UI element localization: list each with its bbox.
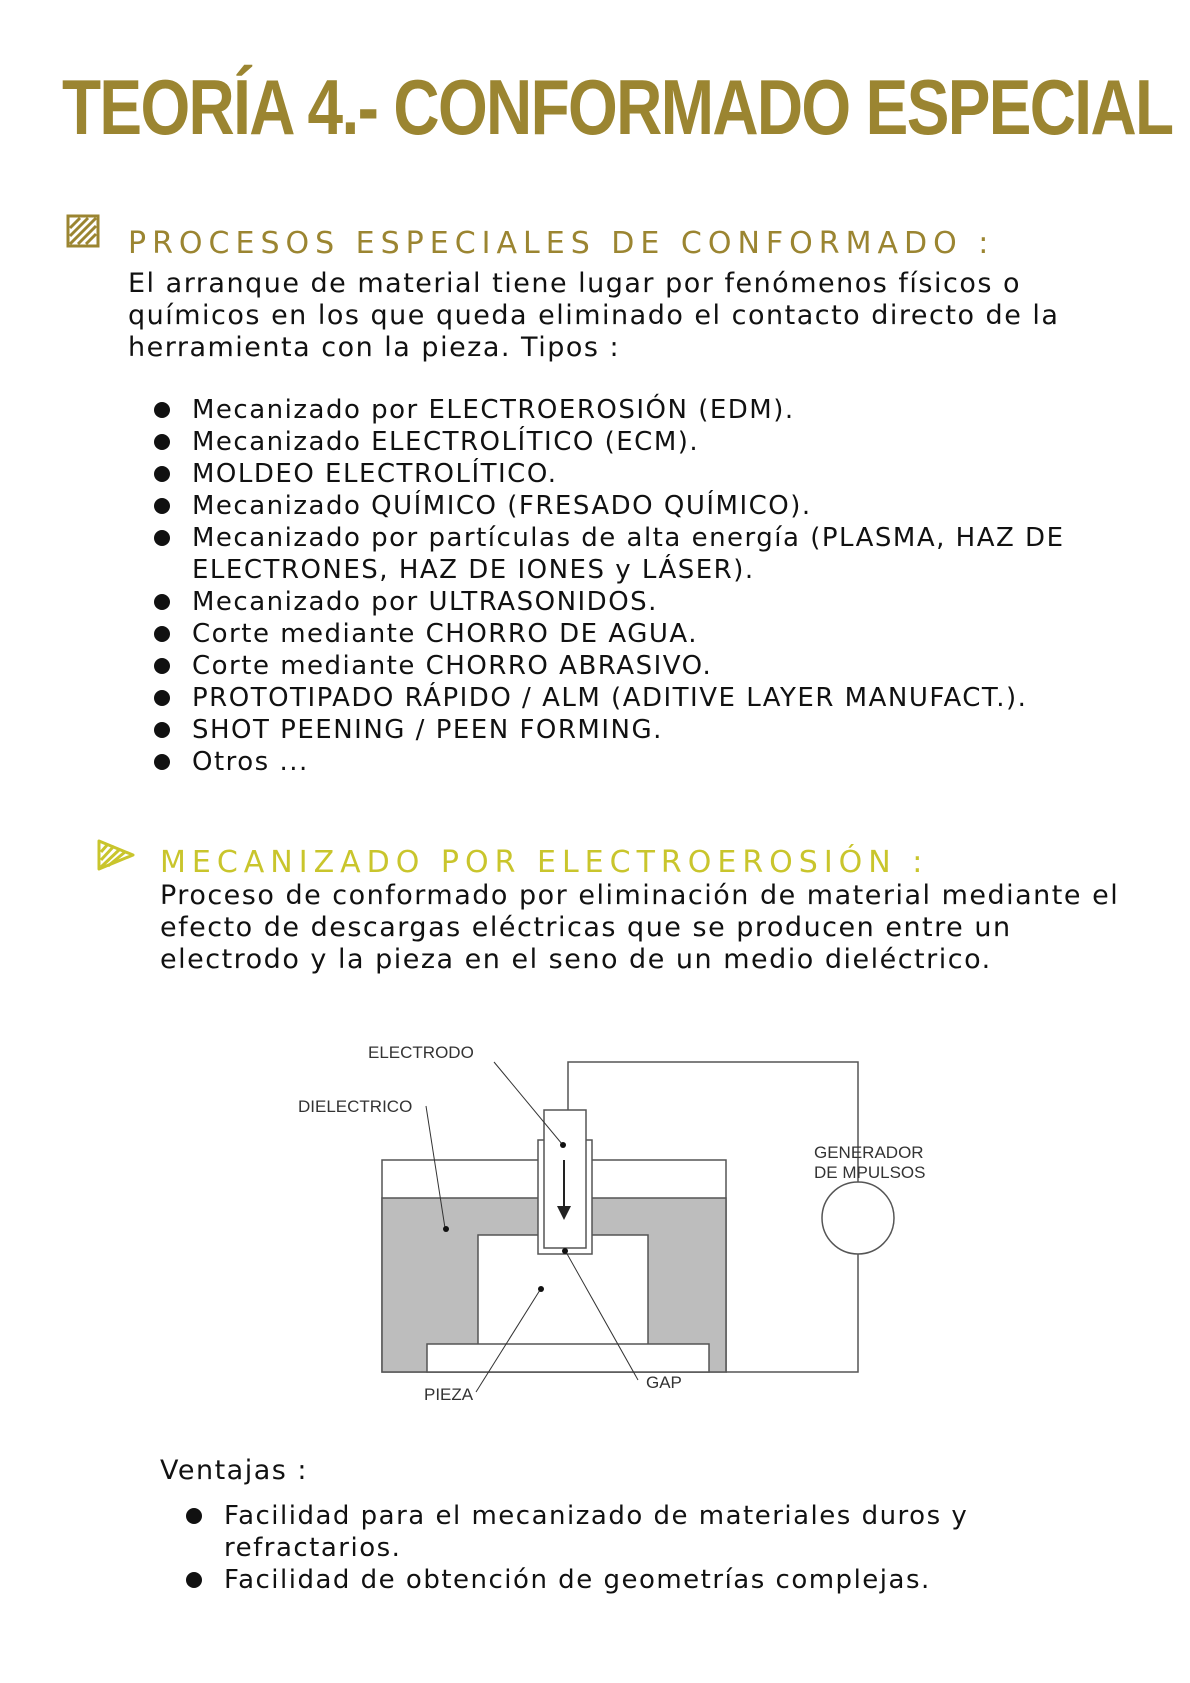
section-paragraph-electroerosion: Proceso de conformado por eliminación de material mediante el efecto de descargas eléctricas que se producen entre un electrodo y la pieza en el seno de un medio dieléctrico.	[160, 880, 1120, 975]
list-item: Facilidad de obtención de geometrías complejas.	[224, 1564, 1124, 1596]
bullet-icon	[154, 466, 170, 482]
list-item: SHOT PEENING / PEEN FORMING.	[192, 714, 1152, 746]
bullet-icon	[154, 690, 170, 706]
ventajas-list	[224, 1500, 1124, 1596]
bullet-icon	[154, 722, 170, 738]
list-item: Mecanizado por partículas de alta energía (PLASMA, HAZ DE ELECTRONES, HAZ DE IONES y LÁSER).	[192, 522, 1152, 586]
list-item: Corte mediante CHORRO DE AGUA.	[192, 618, 1152, 650]
bullet-icon	[154, 530, 170, 546]
list-item: Otros ...	[192, 746, 1152, 778]
label-gap: GAP	[646, 1373, 682, 1392]
bullet-icon	[186, 1508, 202, 1524]
list-item: Corte mediante CHORRO ABRASIVO.	[192, 650, 1152, 682]
bullet-icon	[154, 402, 170, 418]
generator-icon	[822, 1182, 894, 1254]
list-item: Mecanizado ELECTROLÍTICO (ECM).	[192, 426, 1152, 458]
list-item: Mecanizado por ULTRASONIDOS.	[192, 586, 1152, 618]
list-item: Facilidad para el mecanizado de materiales duros y refractarios.	[224, 1500, 1124, 1564]
edm-diagram	[280, 1040, 1000, 1420]
list-item: Mecanizado por ELECTROEROSIÓN (EDM).	[192, 394, 1152, 426]
ventajas-label: Ventajas :	[160, 1455, 309, 1486]
label-de-mpulsos: DE MPULSOS	[814, 1163, 926, 1182]
list-item: MOLDEO ELECTROLÍTICO.	[192, 458, 1152, 490]
wire-bottom	[726, 1254, 858, 1372]
list-item: Mecanizado QUÍMICO (FRESADO QUÍMICO).	[192, 490, 1152, 522]
bullet-icon	[154, 594, 170, 610]
bullet-icon	[154, 658, 170, 674]
hatched-square-icon	[66, 214, 100, 248]
bullet-icon	[154, 754, 170, 770]
process-list	[192, 394, 1152, 778]
label-electrodo: ELECTRODO	[368, 1043, 474, 1062]
section-heading-electroerosion: MECANIZADO POR ELECTROEROSIÓN :	[160, 845, 929, 880]
page-title: TEORÍA 4.- CONFORMADO ESPECIAL	[62, 63, 1173, 151]
bullet-icon	[154, 626, 170, 642]
bullet-icon	[154, 498, 170, 514]
label-generador: GENERADOR	[814, 1143, 924, 1162]
list-item: PROTOTIPADO RÁPIDO / ALM (ADITIVE LAYER MANUFACT.).	[192, 682, 1152, 714]
bullet-icon	[186, 1572, 202, 1588]
base-plate	[427, 1344, 709, 1372]
triangle-arrow-icon	[96, 838, 136, 872]
bullet-icon	[154, 434, 170, 450]
label-pieza: PIEZA	[424, 1385, 474, 1404]
section-heading-procesos: PROCESOS ESPECIALES DE CONFORMADO :	[128, 226, 995, 261]
section-paragraph-procesos: El arranque de material tiene lugar por fenómenos físicos o químicos en los que queda eliminado el contacto directo de la herramienta con la pieza. Tipos :	[128, 268, 1060, 363]
label-dielectrico: DIELECTRICO	[298, 1097, 413, 1116]
